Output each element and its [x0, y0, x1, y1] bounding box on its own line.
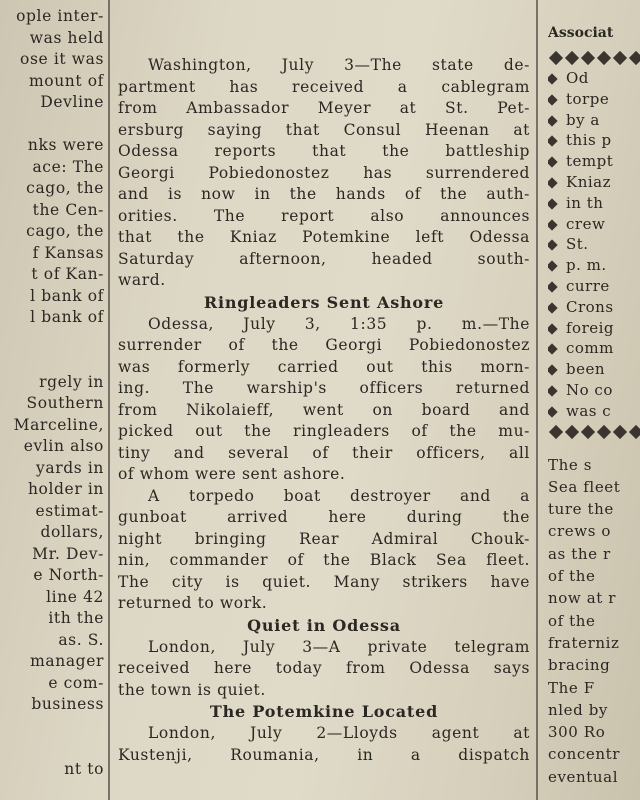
boxed-line-text: was c: [566, 401, 612, 420]
right-column-header: Associat: [548, 25, 614, 41]
boxed-line: [548, 338, 640, 359]
left-column-line: rgely in: [39, 372, 104, 391]
article-line: of whom were sent ashore.: [118, 465, 346, 483]
diamond-bullet-icon: [548, 94, 558, 105]
right-column-line: now at r: [548, 589, 617, 608]
left-column-line: t of Kan-: [31, 265, 104, 283]
diamond-border-top: [548, 48, 640, 68]
left-column-line: the Cen-: [32, 200, 104, 219]
article-line: night bringing Rear Admiral Chouk-: [118, 529, 530, 548]
right-column-line: concentr: [548, 745, 621, 764]
subhead-potemkine-located: The Potemkine Located: [209, 702, 439, 721]
article-line: London, July 3—A private telegram: [148, 637, 530, 656]
right-column-line: ture the: [548, 500, 614, 519]
right-column-line: nled by: [548, 700, 608, 719]
boxed-line-text: foreig: [566, 318, 615, 337]
left-column-line: f Kansas: [32, 243, 104, 262]
boxed-line: [548, 193, 640, 214]
article-line: and is now in the hands of the auth-: [118, 185, 530, 203]
article-line: Kustenji, Roumania, in a dispatch: [118, 745, 530, 764]
left-column-line: nks were: [27, 136, 104, 154]
left-column-line: manager: [30, 652, 104, 670]
article-line: that the Kniaz Potemkine left Odessa: [118, 228, 530, 246]
left-column-line: as. S.: [58, 630, 104, 649]
boxed-line: [548, 276, 640, 297]
left-column-line: holder in: [27, 480, 104, 498]
boxed-line: [548, 110, 640, 131]
right-column-line: 300 Ro: [548, 723, 606, 742]
right-column-line: crews o: [548, 522, 611, 541]
boxed-line-text: p. m.: [566, 256, 607, 275]
boxed-line: [548, 89, 640, 110]
article-line: The city is quiet. Many strikers have: [118, 572, 530, 591]
article-line: ersburg saying that Consul Heenan at: [118, 120, 530, 139]
article-line: picked out the ringleaders of the mu-: [118, 422, 530, 440]
boxed-line: [548, 297, 640, 318]
boxed-line-text: torpe: [566, 89, 610, 108]
article-line: from Nikolaieff, went on board and: [118, 400, 530, 419]
diamond-bullet-icon: [548, 73, 558, 84]
boxed-line: [548, 380, 640, 401]
article-line: Saturday afternoon, headed south-: [118, 249, 530, 268]
article-line: surrender of the Georgi Pobiedonostez: [118, 336, 530, 354]
boxed-line-text: No co: [566, 380, 613, 399]
right-column-line: bracing: [548, 656, 611, 675]
right-column-line: as the r: [548, 544, 611, 563]
boxed-line: [548, 172, 640, 193]
boxed-line-text: by a: [566, 110, 600, 129]
left-column-line: dollars,: [40, 523, 104, 541]
left-column-line: nt to: [64, 759, 104, 778]
article-line: gunboat arrived here during the: [118, 508, 530, 526]
article-line: received here today from Odessa says: [118, 659, 530, 677]
subhead-quiet-in-odessa: Quiet in Odessa: [247, 615, 401, 635]
article-line: partment has received a cablegram: [118, 77, 530, 96]
left-column: [0, 6, 104, 780]
diamond-bullet-icon: [548, 219, 558, 230]
left-column-line: l bank of: [30, 308, 104, 326]
right-column-line: of the: [548, 567, 596, 586]
article-line: Odessa reports that the battleship: [118, 142, 530, 160]
diamond-bullet-icon: [548, 406, 558, 417]
diamond-bullet-icon: [548, 240, 558, 251]
left-column-line: mount of: [28, 71, 104, 90]
boxed-line-text: in th: [566, 193, 604, 212]
article-line: Washington, July 3—The state de-: [148, 56, 530, 74]
boxed-line: [548, 255, 640, 276]
left-column-line: line 42: [46, 587, 104, 606]
boxed-line-text: crew: [566, 214, 606, 233]
left-column-line: Southern: [26, 394, 104, 412]
left-column-line: ople inter-: [16, 7, 104, 25]
article-paragraph-odessa: [118, 314, 530, 486]
column-rule-right: [536, 0, 538, 800]
boxed-line-text: Kniaz: [566, 172, 612, 191]
left-column-line: ith the: [48, 609, 104, 627]
right-column-line: The F: [548, 678, 595, 697]
right-column-line: Sea fleet: [548, 477, 621, 496]
boxed-line-text: curre: [566, 276, 610, 295]
boxed-line: [548, 234, 640, 255]
left-column-line: business: [31, 695, 104, 713]
diamond-bullet-icon: [548, 115, 558, 126]
diamond-bullet-icon: [548, 344, 558, 355]
left-column-line: ace: The: [32, 157, 104, 176]
article-line: from Ambassador Meyer at St. Pet-: [118, 99, 530, 117]
left-column-line: [0, 350, 104, 372]
boxed-line-text: this p: [566, 131, 612, 150]
article-line: A torpedo boat destroyer and a: [148, 486, 530, 505]
right-column-line: of the: [548, 611, 596, 630]
left-column-line: Devline: [40, 93, 104, 111]
article-paragraph-washington: [118, 55, 530, 292]
article-line: nin, commander of the Black Sea fleet.: [118, 551, 530, 569]
right-column-line: fraterniz: [548, 633, 620, 652]
right-column: [548, 18, 640, 788]
left-column-line: l bank of: [30, 286, 104, 305]
article-line: Odessa, July 3, 1:35 p. m.—The: [148, 314, 530, 333]
article-line: London, July 2—Lloyds agent at: [148, 724, 530, 742]
right-column-line: eventual: [548, 767, 619, 786]
column-rule-left: [108, 0, 110, 800]
article-line: returned to work.: [118, 594, 268, 612]
right-column-text: [548, 454, 640, 788]
diamond-bullet-icon: [548, 198, 558, 209]
left-column-line: e com-: [48, 673, 104, 692]
boxed-line-text: Crons: [566, 297, 614, 316]
diamond-bullet-icon: [548, 157, 558, 168]
article-paragraph-lloyds: [118, 723, 530, 766]
left-column-line: [0, 737, 104, 759]
article-line: tiny and several of their officers, all: [118, 443, 530, 462]
left-column-line: [0, 329, 104, 351]
diamond-bullet-icon: [548, 281, 558, 292]
diamond-bullet-icon: [548, 177, 558, 188]
diamond-bullet-icon: [548, 136, 558, 147]
boxed-line: [548, 359, 640, 380]
article-line: was formerly carried out this morn-: [118, 357, 530, 376]
left-column-line: yards in: [36, 458, 104, 477]
left-column-line: was held: [29, 28, 104, 47]
left-column-line: [0, 716, 104, 738]
boxed-line-text: St.: [566, 235, 589, 254]
left-column-line: [0, 114, 104, 136]
left-column-line: e North-: [33, 566, 104, 584]
diamond-bullet-icon: [548, 261, 558, 272]
main-article: [118, 55, 530, 766]
article-paragraph-torpedo: [118, 486, 530, 615]
diamond-bullet-icon: [548, 385, 558, 396]
diamond-bullet-icon: [548, 302, 558, 313]
left-column-line: ose it was: [20, 50, 104, 68]
article-line: the town is quiet.: [118, 680, 266, 699]
left-column-line: evlin also: [23, 437, 104, 455]
article-paragraph-london-telegram: [118, 637, 530, 702]
article-line: ward.: [118, 271, 166, 289]
boxed-bulletin: [548, 68, 640, 422]
left-column-line: estimat-: [35, 501, 104, 520]
boxed-line-text: Od: [566, 69, 589, 87]
article-line: ing. The warship's officers returned: [118, 379, 530, 397]
boxed-line: [548, 130, 640, 151]
article-line: Georgi Pobiedonostez has surrendered: [118, 163, 530, 182]
boxed-line-text: tempt: [566, 152, 614, 171]
diamond-border-bottom: [548, 422, 640, 442]
boxed-line: [548, 401, 640, 422]
left-column-line: cago, the: [26, 222, 104, 240]
subhead-ringleaders: Ringleaders Sent Ashore: [203, 292, 445, 312]
boxed-line: [548, 214, 640, 235]
boxed-line: [548, 151, 640, 172]
boxed-line: [548, 68, 640, 89]
boxed-line: [548, 318, 640, 339]
diamond-bullet-icon: [548, 323, 558, 334]
article-line: orities. The report also announces: [118, 206, 530, 225]
boxed-line-text: comm: [566, 339, 614, 358]
right-column-line: The s: [548, 455, 593, 474]
left-column-line: cago, the: [26, 179, 104, 197]
left-column-line: Mr. Dev-: [32, 544, 104, 563]
left-column-line: Marceline,: [13, 415, 104, 434]
boxed-line-text: been: [566, 360, 606, 379]
diamond-bullet-icon: [548, 364, 558, 375]
